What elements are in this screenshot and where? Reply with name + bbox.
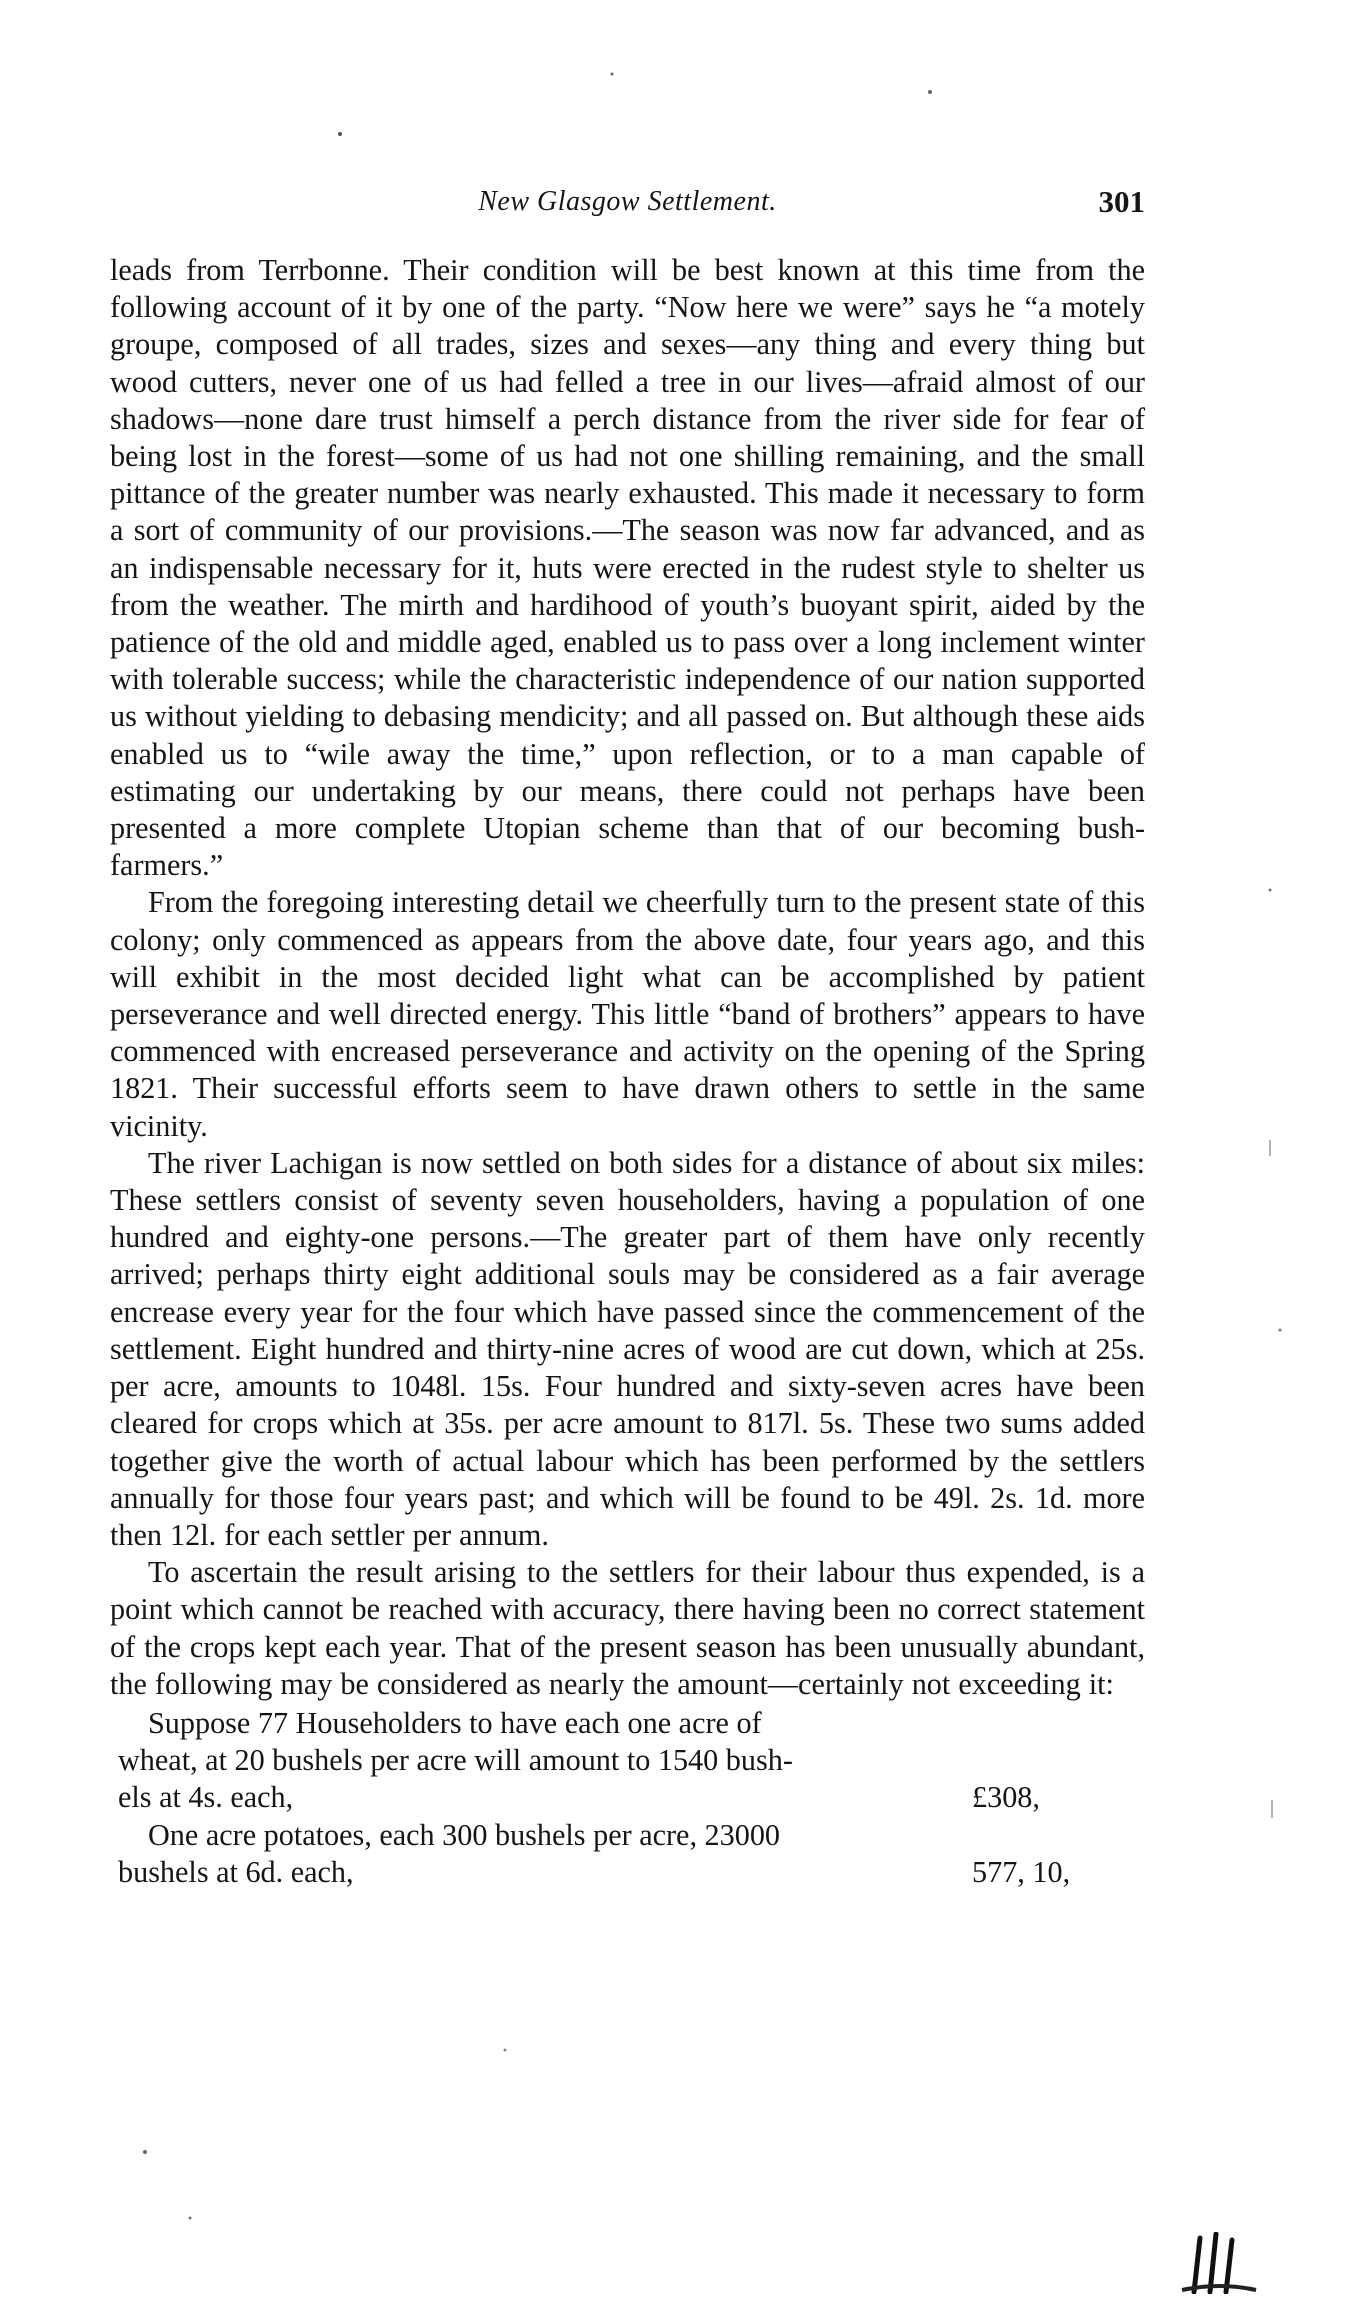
ledger-line-text: els at 4s. each,	[118, 1780, 294, 1815]
ledger-item-wheat	[110, 1705, 1145, 1817]
running-title: New Glasgow Settlement.	[478, 186, 777, 217]
ledger-line: Suppose 77 Householders to have each one acre of	[148, 1705, 762, 1740]
ledger-line: wheat, at 20 bushels per acre will amount to 1540 bush-	[118, 1743, 793, 1778]
paragraph-quoted-account: leads from Terrbonne. Their condition will be best known at this time from the following account of it by one of the party. “Now here we were” says he “a motely groupe, composed of all trades, sizes and sexes—any thing and every thing but wood cutters, never one of us had felled a tree in our lives—afraid almost of our shadows—none dare trust himself a perch distance from the river side for fear of being lost in the forest—some of us had not one shilling remaining, and the small pittance of the greater number was nearly exhausted. This made it necessary to form a sort of community of our provisions.—The season was now far advanced, and as an indispensable necessary for it, huts were erected in the rudest style to shelter us from the weather. The mirth and hardihood of youth’s buoyant spirit, aided by the patience of the old and middle aged, enabled us to pass over a long inclement winter with tolerable success; while the characteristic independence of our nation supported us without yielding to debasing mendicity; and all passed on. But although these aids enabled us to “wile away the time,” upon reflection, or to a man capable of estimating our undertaking by our means, there could not perhaps have been presented a more complete Utopian scheme than that of our becoming bush-farmers.”	[110, 253, 1145, 883]
ledger-line-text: bushels at 6d. each,	[118, 1854, 354, 1889]
paragraph-crop-result: To ascertain the result arising to the settlers for their labour thus expended, is a point which cannot be reached with accuracy, there having been no correct statement of the crops kept each year. That of the present season has been unusually abundant, the following may be considered as nearly the amount—certainly not exceeding it:	[110, 1555, 1145, 1701]
running-head	[110, 186, 1145, 230]
paragraph-present-state: From the foregoing interesting detail we cheerfully turn to the present state of this colony; only commenced as appears from the above date, four years ago, and this will exhibit in the most decided light what can be accomplished by patient perseverance and well directed energy. This little “band of brothers” appears to have commenced with encreased perseverance and activity on the opening of the Spring 1821. Their successful efforts seem to have drawn others to settle in the same vicinity.	[110, 885, 1145, 1143]
ink-mark	[1180, 2232, 1260, 2294]
paragraph-river-settlers: The river Lachigan is now settled on both sides for a distance of about six miles: These settlers consist of seventy seven householders, having a population of one hundred and eighty-one persons.—The greater part of them have only recently arrived; perhaps thirty eight additional souls may be considered as a fair average encrease every year for the four which have passed since the commencement of the settlement. Eight hundred and thirty-nine acres of wood are cut down, which at 25s. per acre, amounts to 1048l. 15s. Four hundred and sixty-seven acres have been cleared for crops which at 35s. per acre amount to 817l. 5s. These two sums added together give the worth of actual labour which has been performed by the settlers annually for those four years past; and which will be found to be 49l. 2s. 1d. more then 12l. for each settler per annum.	[110, 1145, 1145, 1552]
page-number: 301	[1098, 184, 1145, 219]
ledger-item-potatoes	[110, 1817, 1145, 1891]
crop-ledger	[110, 1705, 1145, 1891]
body-text	[110, 252, 1145, 1891]
ledger-amount: £308,	[972, 1780, 1040, 1815]
ledger-line: One acre potatoes, each 300 bushels per acre, 23000	[148, 1817, 781, 1852]
ledger-amount: 577, 10,	[972, 1854, 1071, 1889]
